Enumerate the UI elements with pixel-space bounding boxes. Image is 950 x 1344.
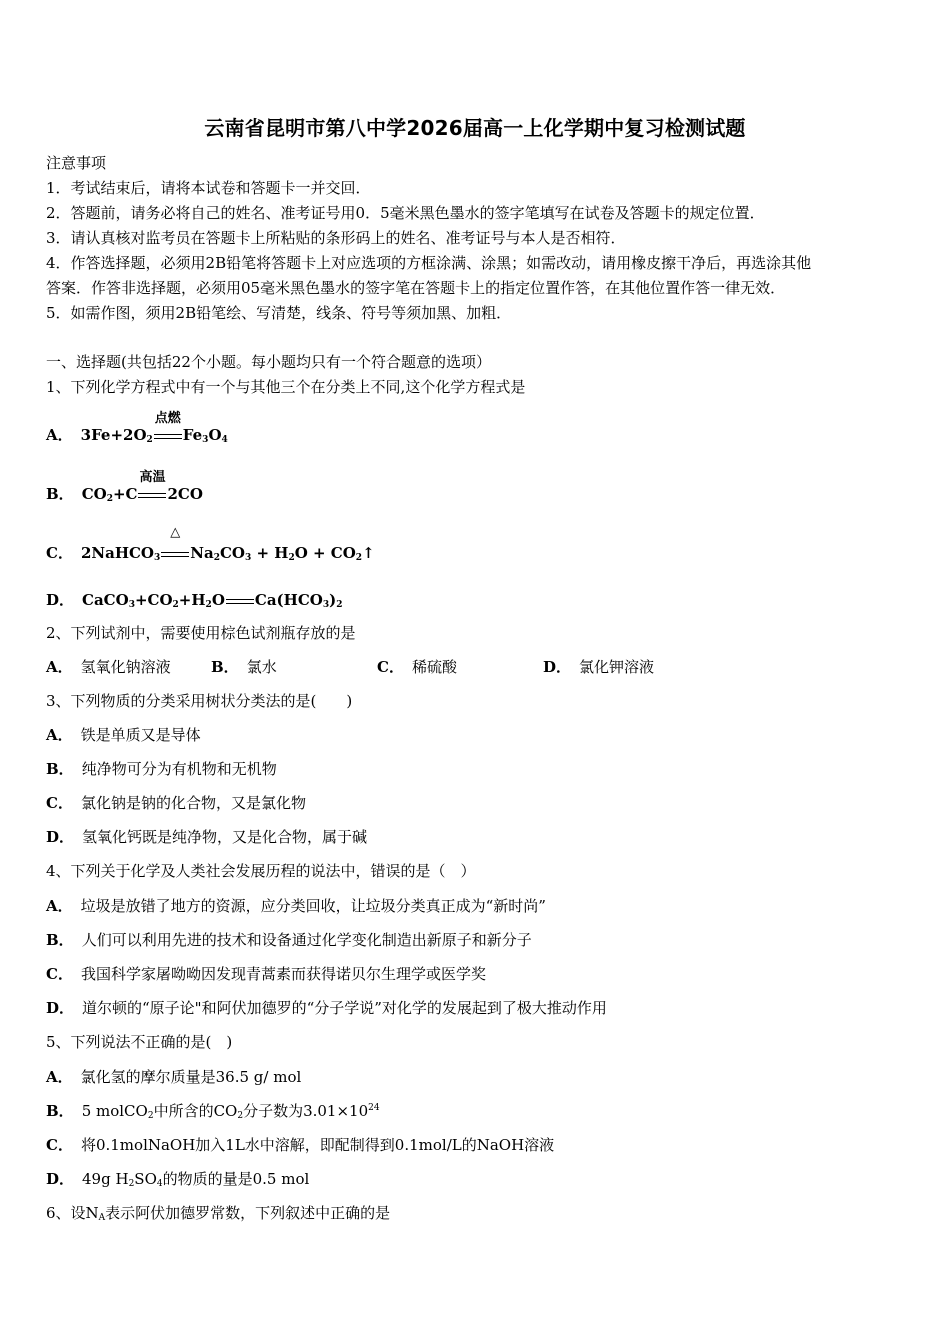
- q4-option-c: C． 我国科学家屠呦呦因发现青蒿素而获得诺贝尔生理学或医学奖: [46, 965, 486, 983]
- q3-option-b: B． 纯净物可分为有机物和无机物: [46, 760, 277, 778]
- q5-option-a: A． 氯化氢的摩尔质量是36.5 g/ mol: [46, 1068, 302, 1086]
- q2-option-a: A． 氢氧化钠溶液: [46, 658, 171, 676]
- q3-option-d: D． 氢氧化钙既是纯净物，又是化合物，属于碱: [46, 828, 368, 846]
- notice-item: 1．考试结束后，请将本试卷和答题卡一并交回．: [46, 179, 371, 197]
- notice-item: 4．作答选择题，必须用2B铅笔将答题卡上对应选项的方框涂满、涂黑；如需改动，请用橡皮擦干净后，再选涂其他: [46, 254, 812, 272]
- q1-option-d: D． $CaCO_3+CO_2+H_2O$ $Ca(HCO_3)_2$: [46, 591, 343, 610]
- equals-sign: [226, 599, 254, 604]
- option-label: B．: [46, 485, 74, 503]
- q5-option-d: D． 49g $H_2SO_4$的物质的量是0.5 mol: [46, 1170, 310, 1189]
- q5-option-b: B． 5 molCO$_2$中所含的$CO_2$分子数为$3.01\times 10^{24}$: [46, 1102, 380, 1121]
- question-1-stem: 1、下列化学方程式中有一个与其他三个在分类上不同,这个化学方程式是: [46, 378, 526, 396]
- question-6-stem: 6、设$N_A$表示阿伏加德罗常数，下列叙述中正确的是: [46, 1204, 391, 1223]
- notice-item: 5．如需作图，须用2B铅笔绘、写清楚，线条、符号等须加黑、加粗．: [46, 304, 512, 322]
- q3-option-a: A． 铁是单质又是导体: [46, 726, 201, 744]
- q1-option-a: A． $3Fe+2O_2$ 点燃 $Fe_3O_4$: [46, 411, 228, 445]
- question-2-stem: 2、下列试剂中，需要使用棕色试剂瓶存放的是: [46, 624, 356, 642]
- notice-item: 3．请认真核对监考员在答题卡上所粘贴的条形码上的姓名、准考证号与本人是否相符．: [46, 229, 626, 247]
- option-label: D．: [46, 591, 75, 609]
- q1-option-b: B． $CO_2+C$ 高温 2CO: [46, 470, 203, 504]
- section-heading: 一、选择题(共包括22个小题。每小题均只有一个符合题意的选项）: [46, 353, 491, 371]
- q4-option-d: D． 道尔顿的“原子论"和阿伏加德罗的“分子学说”对化学的发展起到了极大推动作用: [46, 999, 607, 1017]
- q2-option-d: D． 氯化钾溶液: [543, 658, 655, 676]
- q4-option-a: A． 垃圾是放错了地方的资源，应分类回收，让垃圾分类真正成为“新时尚”: [46, 897, 546, 915]
- notice-item: 答案．作答非选择题，必须用05毫米黑色墨水的签字笔在答题卡上的指定位置作答，在其他位置作答一律无效．: [46, 279, 786, 297]
- page-title: 云南省昆明市第八中学2026届高一上化学期中复习检测试题: [204, 116, 746, 140]
- q2-option-c: C． 稀硫酸: [377, 658, 457, 676]
- reaction-condition: 点燃: [153, 426, 183, 444]
- q4-option-b: B． 人们可以利用先进的技术和设备通过化学变化制造出新原子和新分子: [46, 931, 532, 949]
- reaction-condition: △: [160, 544, 190, 562]
- question-4-stem: 4、下列关于化学及人类社会发展历程的说法中，错误的是（ ）: [46, 862, 476, 880]
- question-5-stem: 5、下列说法不正确的是( ): [46, 1033, 233, 1051]
- q5-option-c: C． 将0.1molNaOH加入1L水中溶解，即配制得到0.1mol/L的NaOH溶液: [46, 1136, 555, 1154]
- option-label: A．: [46, 426, 73, 444]
- q1-option-c: C． 2NaHCO$_3$ △ $Na_2CO_3 + H_2O$ + $CO_2↑$: [46, 525, 375, 563]
- notice-item: 2．答题前，请务必将自己的姓名、准考证号用0．5毫米黑色墨水的签字笔填写在试卷及答题卡的规定位置．: [46, 204, 765, 222]
- q2-option-b: B． 氯水: [211, 658, 277, 676]
- question-3-stem: 3、下列物质的分类采用树状分类法的是( ): [46, 692, 353, 710]
- reaction-condition: 高温: [137, 485, 167, 503]
- q3-option-c: C． 氯化钠是钠的化合物，又是氯化物: [46, 794, 306, 812]
- notice-heading: 注意事项: [46, 154, 107, 172]
- option-label: C．: [46, 544, 73, 562]
